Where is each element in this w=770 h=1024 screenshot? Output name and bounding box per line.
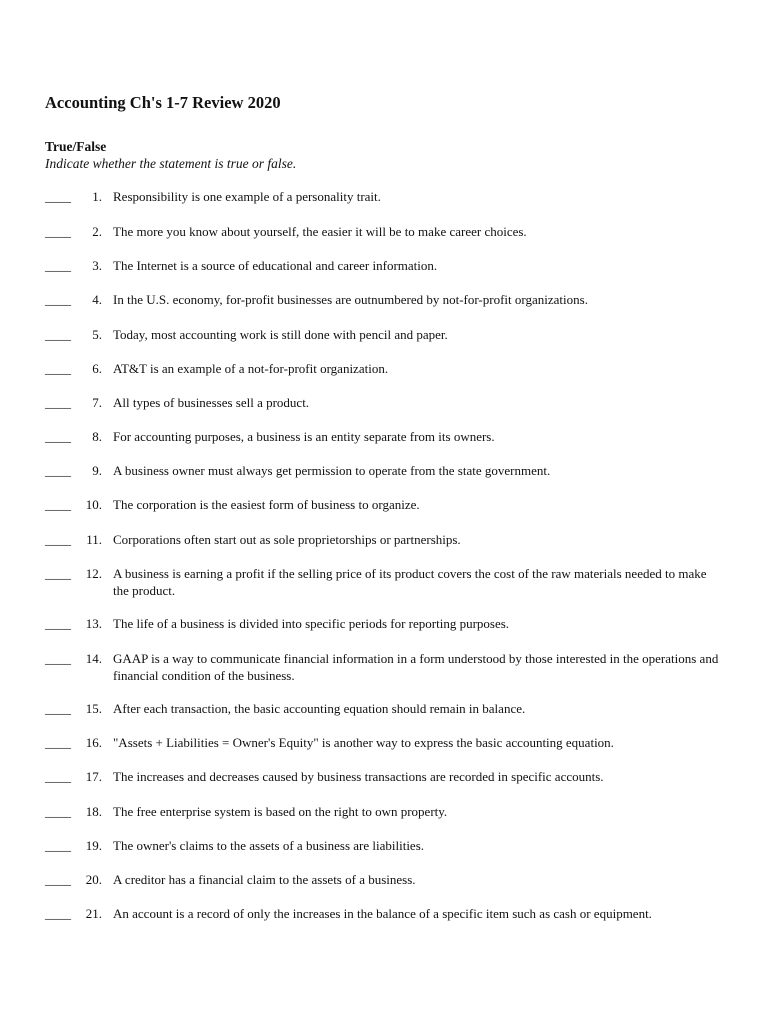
- answer-blank[interactable]: ____: [45, 769, 71, 784]
- question-text: Responsibility is one example of a personality trait.: [113, 189, 381, 204]
- question-number: 14.: [85, 651, 102, 666]
- question-text: Today, most accounting work is still done with pencil and paper.: [113, 327, 448, 342]
- question-number: 9.: [92, 463, 102, 478]
- question-number: 7.: [92, 395, 102, 410]
- question-number: 18.: [85, 804, 102, 819]
- question-text: A business owner must always get permission to operate from the state government.: [113, 463, 551, 478]
- question-number: 2.: [92, 224, 102, 239]
- question-text: The more you know about yourself, the easier it will be to make career choices.: [113, 224, 527, 239]
- question-text: Corporations often start out as sole proprietorships or partnerships.: [113, 532, 461, 547]
- question-number: 10.: [85, 497, 102, 512]
- answer-blank[interactable]: ____: [45, 838, 71, 853]
- question-text: All types of businesses sell a product.: [113, 395, 310, 410]
- question-text: The life of a business is divided into specific periods for reporting purposes.: [113, 616, 510, 631]
- question-number: 17.: [85, 769, 102, 784]
- question-number: 21.: [85, 906, 102, 921]
- answer-blank[interactable]: ____: [45, 224, 71, 239]
- question-text: The free enterprise system is based on the right to own property.: [113, 804, 448, 819]
- answer-blank[interactable]: ____: [45, 532, 71, 547]
- question-text: The Internet is a source of educational and career information.: [113, 258, 438, 273]
- question-number: 20.: [85, 872, 102, 887]
- answer-blank[interactable]: ____: [45, 189, 71, 204]
- answer-blank[interactable]: ____: [45, 735, 71, 750]
- question-number: 6.: [92, 361, 102, 376]
- question-number: 5.: [92, 327, 102, 342]
- answer-blank[interactable]: ____: [45, 872, 71, 887]
- question-number: 4.: [92, 292, 102, 307]
- answer-blank[interactable]: ____: [45, 258, 71, 273]
- answer-blank[interactable]: ____: [45, 497, 71, 512]
- section-instructions: Indicate whether the statement is true or false.: [45, 156, 297, 171]
- question-number: 3.: [92, 258, 102, 273]
- answer-blank[interactable]: ____: [45, 395, 71, 410]
- answer-blank[interactable]: ____: [45, 701, 71, 716]
- question-number: 16.: [85, 735, 102, 750]
- section-heading: True/False: [45, 139, 107, 154]
- document-title: Accounting Ch's 1-7 Review 2020: [45, 93, 281, 112]
- question-text: After each transaction, the basic accounting equation should remain in balance.: [113, 701, 526, 716]
- answer-blank[interactable]: ____: [45, 361, 71, 376]
- question-number: 8.: [92, 429, 102, 444]
- answer-blank[interactable]: ____: [45, 804, 71, 819]
- question-text: The increases and decreases caused by business transactions are recorded in specific accounts.: [113, 769, 604, 784]
- question-text: "Assets + Liabilities = Owner's Equity" is another way to express the basic accounting equation.: [113, 735, 614, 750]
- question-number: 15.: [85, 701, 102, 716]
- question-text: In the U.S. economy, for-profit businesses are outnumbered by not-for-profit organizations.: [113, 292, 588, 307]
- answer-blank[interactable]: ____: [45, 429, 71, 444]
- answer-blank[interactable]: ____: [45, 566, 71, 581]
- answer-blank[interactable]: ____: [45, 292, 71, 307]
- question-text: The owner's claims to the assets of a business are liabilities.: [113, 838, 425, 853]
- question-number: 12.: [85, 566, 102, 581]
- question-text: A business is earning a profit if the selling price of its product covers the cost of the raw materials needed to make the product.: [113, 566, 707, 598]
- question-text: A creditor has a financial claim to the assets of a business.: [113, 872, 416, 887]
- question-number: 1.: [92, 189, 102, 204]
- answer-blank[interactable]: ____: [45, 616, 71, 631]
- question-text: GAAP is a way to communicate financial information in a form understood by those interested in the operations and financial condition of the business.: [113, 651, 719, 683]
- answer-blank[interactable]: ____: [45, 327, 71, 342]
- question-text: AT&T is an example of a not-for-profit organization.: [113, 361, 389, 376]
- answer-blank[interactable]: ____: [45, 463, 71, 478]
- question-number: 11.: [86, 532, 102, 547]
- question-text: The corporation is the easiest form of business to organize.: [113, 497, 420, 512]
- answer-blank[interactable]: ____: [45, 651, 71, 666]
- question-text: An account is a record of only the increases in the balance of a specific item such as cash or equipment.: [113, 906, 652, 921]
- question-number: 13.: [85, 616, 102, 631]
- question-text: For accounting purposes, a business is an entity separate from its owners.: [113, 429, 495, 444]
- question-number: 19.: [85, 838, 102, 853]
- answer-blank[interactable]: ____: [45, 906, 71, 921]
